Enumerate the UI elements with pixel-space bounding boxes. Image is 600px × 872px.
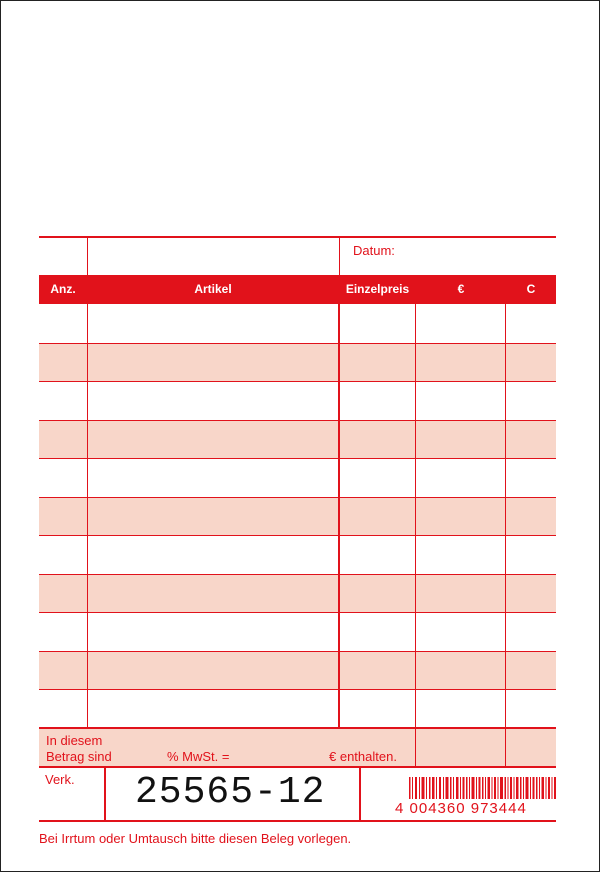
row-band — [39, 497, 556, 535]
row-line — [39, 612, 556, 613]
col-euro: € — [457, 282, 465, 296]
table-bottom-rule — [39, 727, 556, 729]
col-line-article — [338, 304, 340, 728]
row-line — [39, 651, 556, 652]
footer-divider-left — [104, 766, 106, 820]
barcode — [409, 777, 557, 799]
summary-line-2: Betrag sind — [46, 749, 112, 764]
top-divider-right — [339, 237, 340, 275]
col-line-euro — [505, 304, 506, 766]
col-article: Artikel — [194, 282, 232, 296]
row-line — [39, 574, 556, 575]
col-line-unit-price — [415, 304, 416, 766]
row-line — [39, 420, 556, 421]
col-quantity: Anz. — [50, 282, 76, 296]
row-line — [39, 343, 556, 344]
row-band — [39, 420, 556, 458]
row-line — [39, 689, 556, 690]
serial-number: 25565-12 — [135, 771, 326, 814]
vat-label: % MwSt. = — [167, 749, 230, 764]
summary-bottom-rule — [39, 766, 556, 768]
col-line-quantity — [87, 304, 88, 727]
footer-divider-right — [359, 766, 361, 820]
barcode-number: 4 004360 973444 — [395, 800, 527, 817]
seller-label: Verk. — [45, 772, 75, 787]
included-label: € enthalten. — [329, 749, 397, 764]
footer-bottom-rule — [39, 820, 556, 822]
exchange-note: Bei Irrtum oder Umtausch bitte diesen Beleg vorlegen. — [39, 831, 352, 846]
col-cent: C — [526, 282, 536, 296]
row-band — [39, 574, 556, 612]
row-band — [39, 343, 556, 381]
top-rule — [39, 236, 556, 238]
date-label: Datum: — [353, 243, 395, 258]
row-line — [39, 381, 556, 382]
summary-band — [39, 728, 556, 766]
summary-line-1: In diesem — [46, 733, 103, 748]
row-line — [39, 497, 556, 498]
row-line — [39, 535, 556, 536]
row-line — [39, 458, 556, 459]
col-unit-price: Einzelpreis — [345, 282, 410, 296]
column-header-row — [39, 275, 556, 304]
row-band — [39, 651, 556, 689]
top-divider-left — [87, 237, 88, 275]
